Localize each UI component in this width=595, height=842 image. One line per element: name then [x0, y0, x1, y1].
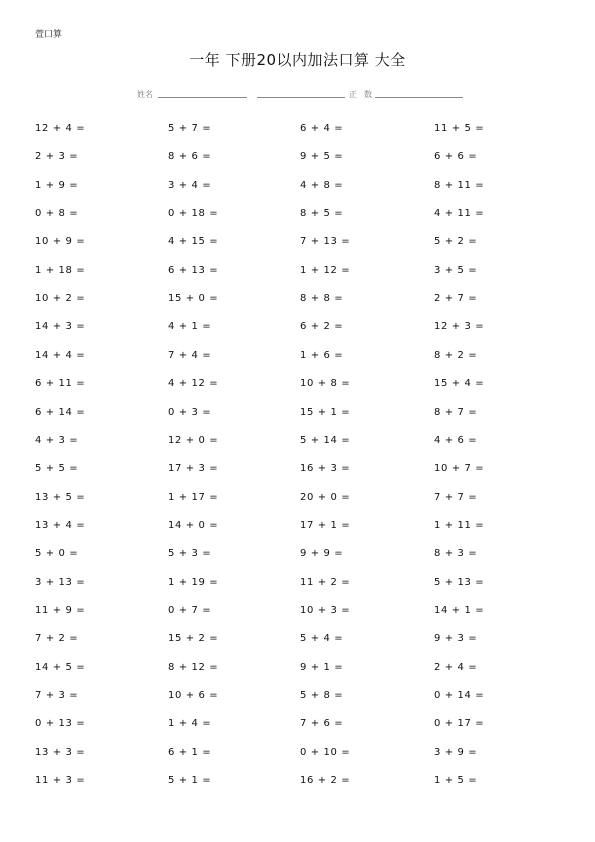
problem-item: 1 + 18 =: [35, 264, 86, 276]
problem-item: 10 + 8 =: [300, 378, 351, 390]
problem-item: 0 + 7 =: [168, 604, 212, 616]
problem-item: 15 + 4 =: [434, 378, 485, 390]
problem-item: 7 + 7 =: [434, 491, 478, 503]
problem-item: 10 + 2 =: [35, 293, 86, 305]
problem-item: 4 + 11 =: [434, 208, 485, 220]
problem-item: 0 + 10 =: [300, 746, 351, 758]
problem-item: 20 + 0 =: [300, 491, 351, 503]
problem-item: 15 + 2 =: [168, 633, 219, 645]
problem-item: 5 + 7 =: [168, 123, 212, 134]
problem-item: 5 + 8 =: [300, 690, 344, 701]
problem-item: 3 + 13 =: [35, 576, 86, 588]
problem-item: 14 + 0 =: [168, 519, 219, 531]
name-label: 姓名: [137, 90, 153, 99]
score-label-part-1: 正: [349, 90, 357, 99]
score-label-part-2: 数: [364, 90, 372, 99]
problem-item: 1 + 9 =: [35, 179, 79, 191]
problem-item: 11 + 3 =: [35, 775, 86, 787]
page-title: 一年 下册20以内加法口算 大全: [189, 51, 406, 69]
problem-item: 4 + 6 =: [434, 434, 478, 446]
problem-item: 8 + 8 =: [300, 293, 344, 305]
problem-item: 5 + 2 =: [434, 236, 478, 248]
problem-item: 5 + 13 =: [434, 576, 485, 588]
problem-item: 8 + 11 =: [434, 179, 485, 191]
problem-item: 8 + 12 =: [168, 661, 219, 673]
problem-item: 7 + 2 =: [35, 633, 79, 645]
problem-item: 8 + 6 =: [168, 151, 212, 163]
problem-item: 8 + 3 =: [434, 548, 478, 560]
problem-item: 12 + 4 =: [35, 123, 86, 134]
problem-item: 1 + 4 =: [168, 718, 212, 730]
problem-item: 2 + 4 =: [434, 661, 478, 673]
problem-item: 5 + 1 =: [168, 775, 212, 787]
problem-item: 4 + 1 =: [168, 321, 212, 333]
problem-item: 4 + 3 =: [35, 434, 79, 446]
problem-item: 1 + 19 =: [168, 576, 219, 588]
problem-item: 14 + 3 =: [35, 321, 86, 333]
problem-item: 8 + 2 =: [434, 349, 478, 361]
problem-item: 13 + 3 =: [35, 746, 86, 758]
problem-item: 11 + 5 =: [434, 123, 485, 134]
problem-item: 13 + 4 =: [35, 519, 86, 531]
problem-item: 0 + 17 =: [434, 718, 485, 730]
problem-item: 13 + 5 =: [35, 491, 86, 503]
problem-item: 16 + 3 =: [300, 463, 351, 475]
problem-item: 12 + 0 =: [168, 434, 219, 446]
problem-item: 6 + 14 =: [35, 406, 86, 418]
problem-item: 5 + 14 =: [300, 434, 351, 446]
problem-item: 5 + 3 =: [168, 548, 212, 560]
problem-item: 4 + 12 =: [168, 378, 219, 390]
problem-item: 1 + 11 =: [434, 519, 485, 531]
problem-item: 1 + 12 =: [300, 264, 351, 276]
problem-item: 0 + 3 =: [168, 406, 212, 418]
problem-item: 4 + 15 =: [168, 236, 219, 248]
problem-item: 5 + 4 =: [300, 633, 344, 645]
problem-item: 0 + 14 =: [434, 690, 485, 701]
problem-item: 1 + 6 =: [300, 349, 344, 361]
problem-item: 0 + 18 =: [168, 208, 219, 220]
problem-item: 11 + 2 =: [300, 576, 351, 588]
problem-item: 1 + 5 =: [434, 775, 478, 787]
problem-item: 15 + 0 =: [168, 293, 219, 305]
problem-item: 6 + 13 =: [168, 264, 219, 276]
problem-item: 9 + 1 =: [300, 661, 344, 673]
problem-item: 3 + 9 =: [434, 746, 478, 758]
problem-item: 14 + 4 =: [35, 349, 86, 361]
problem-item: 10 + 3 =: [300, 604, 351, 616]
problem-item: 8 + 5 =: [300, 208, 344, 220]
header-label: 萱口算: [35, 30, 63, 40]
problem-item: 5 + 5 =: [35, 463, 79, 475]
problem-item: 6 + 6 =: [434, 151, 478, 163]
problem-item: 7 + 4 =: [168, 349, 212, 361]
problem-item: 9 + 9 =: [300, 548, 344, 560]
problem-item: 15 + 1 =: [300, 406, 351, 418]
problem-item: 1 + 17 =: [168, 491, 219, 503]
problem-item: 0 + 8 =: [35, 208, 79, 220]
problem-item: 2 + 7 =: [434, 293, 478, 305]
problem-item: 11 + 9 =: [35, 604, 86, 616]
problem-item: 12 + 3 =: [434, 321, 485, 333]
problem-item: 17 + 3 =: [168, 463, 219, 475]
problem-item: 17 + 1 =: [300, 519, 351, 531]
problem-item: 10 + 9 =: [35, 236, 86, 248]
problem-item: 0 + 13 =: [35, 718, 86, 730]
problem-item: 2 + 3 =: [35, 151, 79, 163]
problem-item: 9 + 3 =: [434, 633, 478, 645]
problem-item: 5 + 0 =: [35, 548, 79, 560]
problem-item: 10 + 7 =: [434, 463, 485, 475]
problem-item: 8 + 7 =: [434, 406, 478, 418]
problem-item: 7 + 6 =: [300, 718, 344, 730]
problem-item: 9 + 5 =: [300, 151, 344, 163]
problem-item: 4 + 8 =: [300, 179, 344, 191]
problem-item: 6 + 4 =: [300, 123, 344, 134]
problem-item: 3 + 4 =: [168, 179, 212, 191]
problem-item: 14 + 1 =: [434, 604, 485, 616]
problem-item: 14 + 5 =: [35, 661, 86, 673]
problem-item: 7 + 13 =: [300, 236, 351, 248]
problem-item: 7 + 3 =: [35, 690, 79, 701]
problem-item: 16 + 2 =: [300, 775, 351, 787]
problem-item: 3 + 5 =: [434, 264, 478, 276]
problem-item: 6 + 11 =: [35, 378, 86, 390]
problem-item: 10 + 6 =: [168, 690, 219, 701]
problem-item: 6 + 2 =: [300, 321, 344, 333]
problem-item: 6 + 1 =: [168, 746, 212, 758]
